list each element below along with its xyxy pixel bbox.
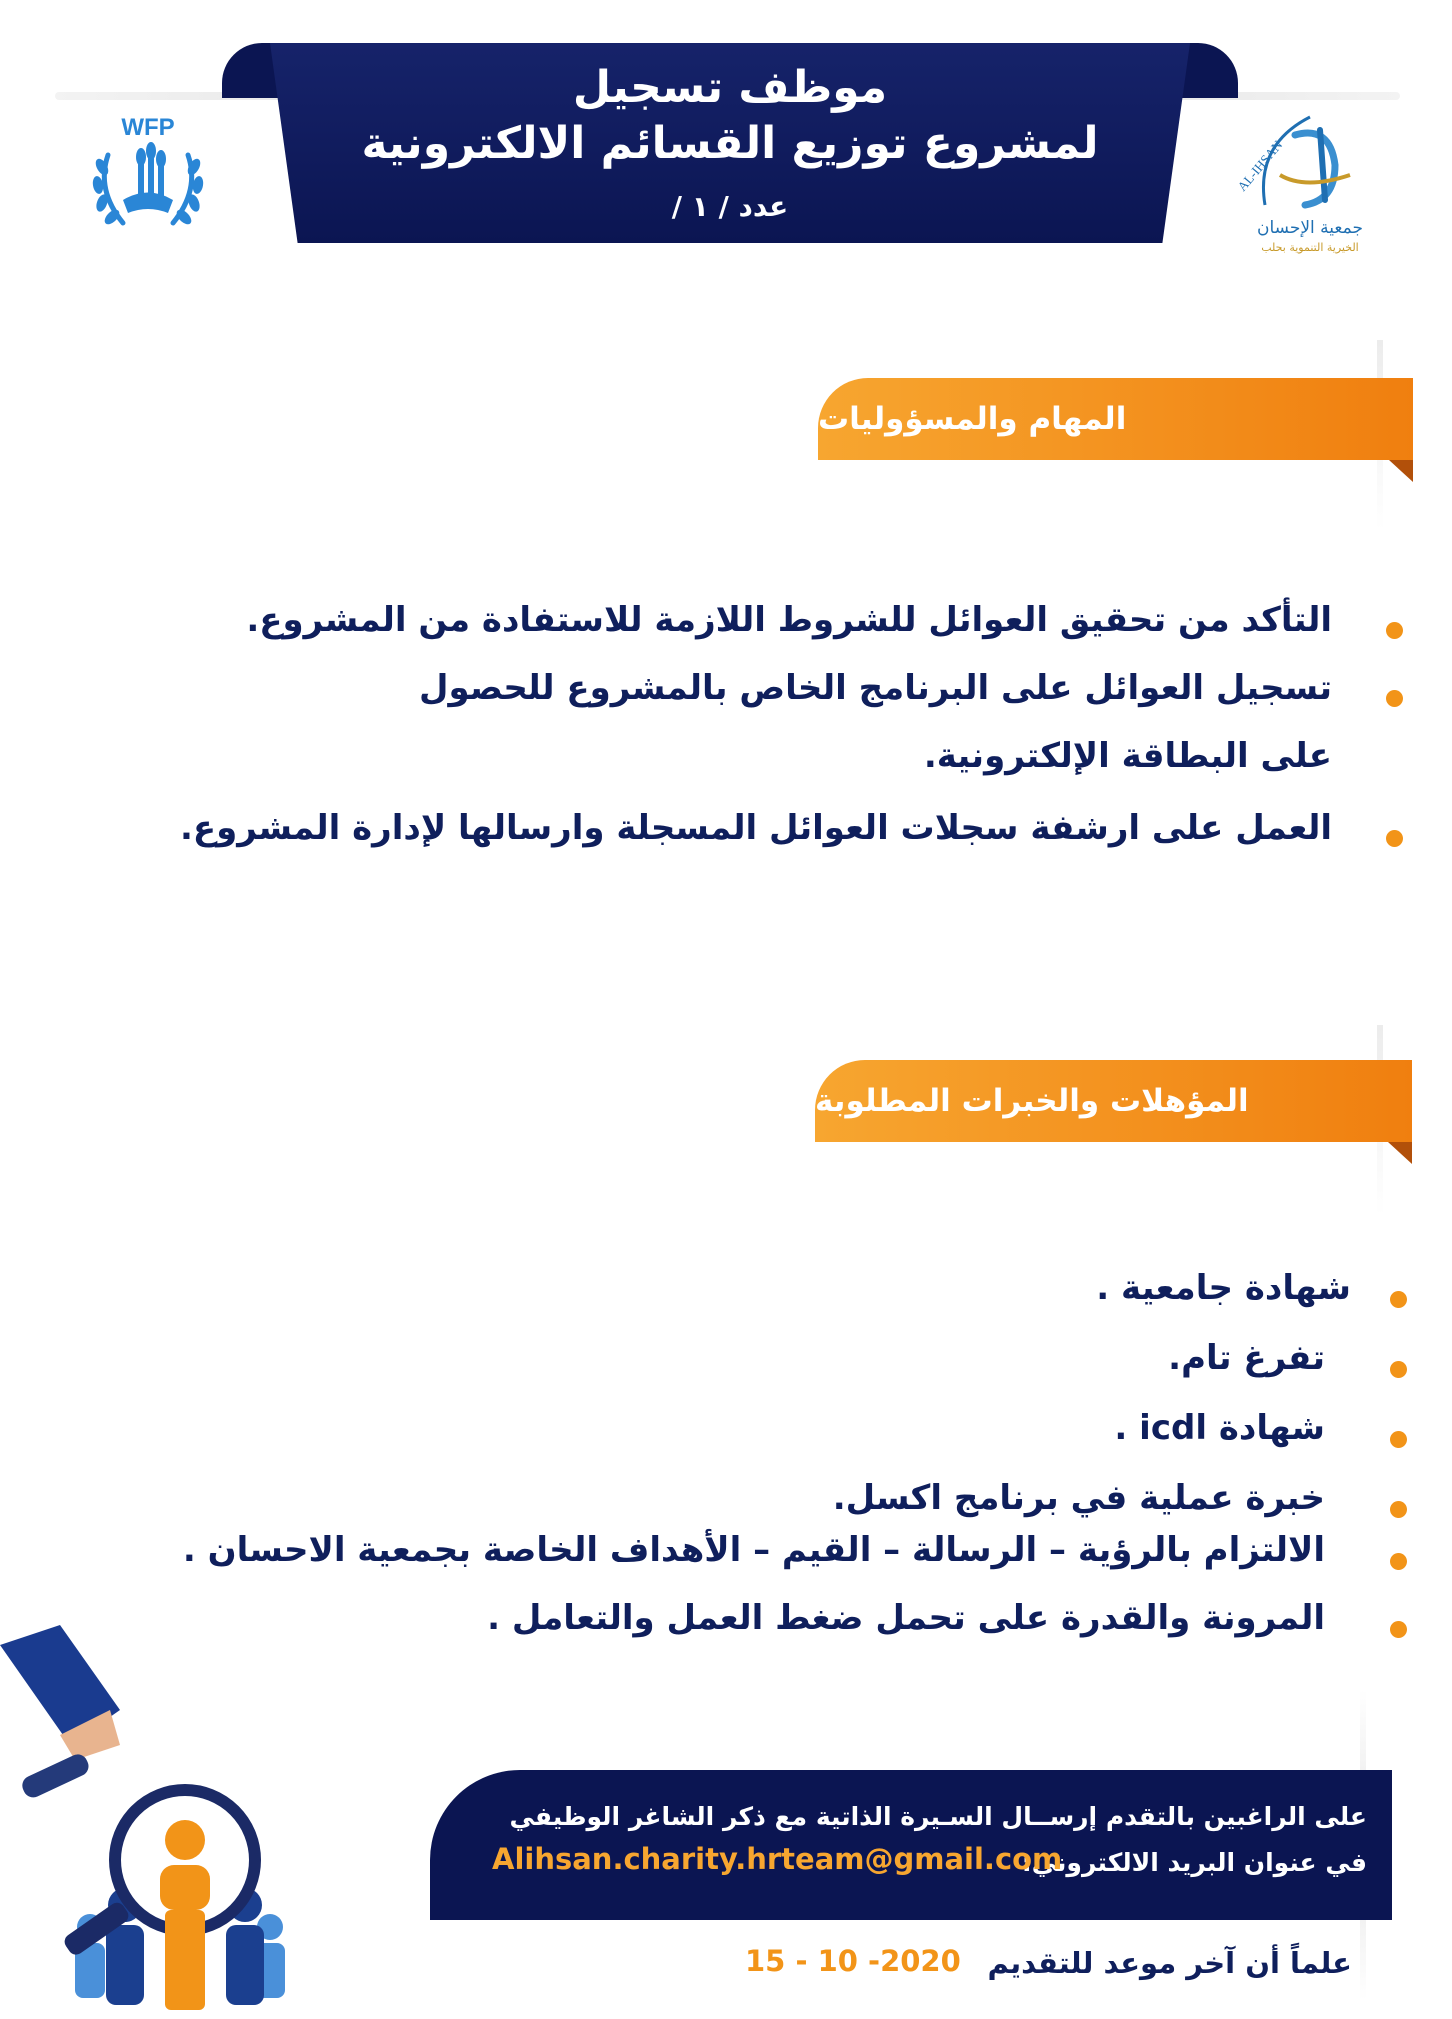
- section-title-tasks: المهام والمسؤوليات: [818, 401, 1127, 437]
- bullet-dot: [1390, 1431, 1407, 1448]
- wfp-logo-text: WFP: [121, 114, 175, 141]
- al-ihsan-arc-text: AL-IHSAN: [1235, 137, 1286, 194]
- section-header-tasks: [818, 378, 1413, 460]
- task-item: التأكد من تحقيق العوائل للشروط اللازمة للاستفادة من المشروع.: [246, 600, 1332, 640]
- bullet-dot: [1390, 1553, 1407, 1570]
- al-ihsan-logo: [1235, 105, 1385, 260]
- bullet-dot: [1390, 1291, 1407, 1308]
- email-label: في عنوان البريد الالكتروني:: [1021, 1848, 1367, 1877]
- task-item-continuation: على البطاقة الإلكترونية.: [923, 736, 1332, 776]
- issue-number: عدد / ١ /: [671, 190, 789, 223]
- qualification-item: شهادة جامعية .: [1096, 1268, 1351, 1308]
- bullet-dot: [1386, 622, 1403, 639]
- bullet-dot: [1390, 1501, 1407, 1518]
- qualification-item: المرونة والقدرة على تحمل ضغط العمل والتعامل .: [487, 1598, 1325, 1638]
- bullet-dot: [1386, 690, 1403, 707]
- wfp-logo: [78, 105, 218, 245]
- qualification-item: تفرغ تام.: [1168, 1338, 1325, 1378]
- qualification-item: شهادة icdl .: [1114, 1408, 1325, 1448]
- section-header-qualifications: [815, 1060, 1412, 1142]
- qualification-item: الالتزام بالرؤية – الرسالة – القيم – الأهداف الخاصة بجمعية الاحسان .: [182, 1530, 1325, 1570]
- qualification-item: خبرة عملية في برنامج اكسل.: [832, 1478, 1325, 1518]
- job-title: موظف تسجيل: [572, 62, 888, 113]
- application-instructions: على الراغبين بالتقدم إرســال السـيرة الذاتية مع ذكر الشاغر الوظيفي: [509, 1802, 1367, 1831]
- al-ihsan-name: جمعية الإحسان: [1257, 218, 1363, 238]
- task-item: تسجيل العوائل على البرنامج الخاص بالمشروع للحصول: [419, 668, 1332, 708]
- al-ihsan-subtitle: الخيرية التنموية بحلب: [1261, 241, 1359, 254]
- recruitment-illustration: [0, 1625, 320, 2015]
- bullet-dot: [1386, 830, 1403, 847]
- deadline-date: 15 - 10 -2020: [745, 1944, 961, 1978]
- project-title: لمشروع توزيع القسائم الالكترونية: [361, 118, 1099, 169]
- section-fold: [1389, 460, 1413, 482]
- bullet-dot: [1390, 1361, 1407, 1378]
- task-item: العمل على ارشفة سجلات العوائل المسجلة وارسالها لإدارة المشروع.: [180, 808, 1332, 848]
- deadline-label: علماً أن آخر موعد للتقديم: [987, 1946, 1352, 1980]
- bullet-dot: [1390, 1621, 1407, 1638]
- application-email[interactable]: Alihsan.charity.hrteam@gmail.com: [492, 1842, 1063, 1876]
- section-fold: [1388, 1142, 1412, 1164]
- section-title-qualifications: المؤهلات والخبرات المطلوبة: [815, 1083, 1249, 1119]
